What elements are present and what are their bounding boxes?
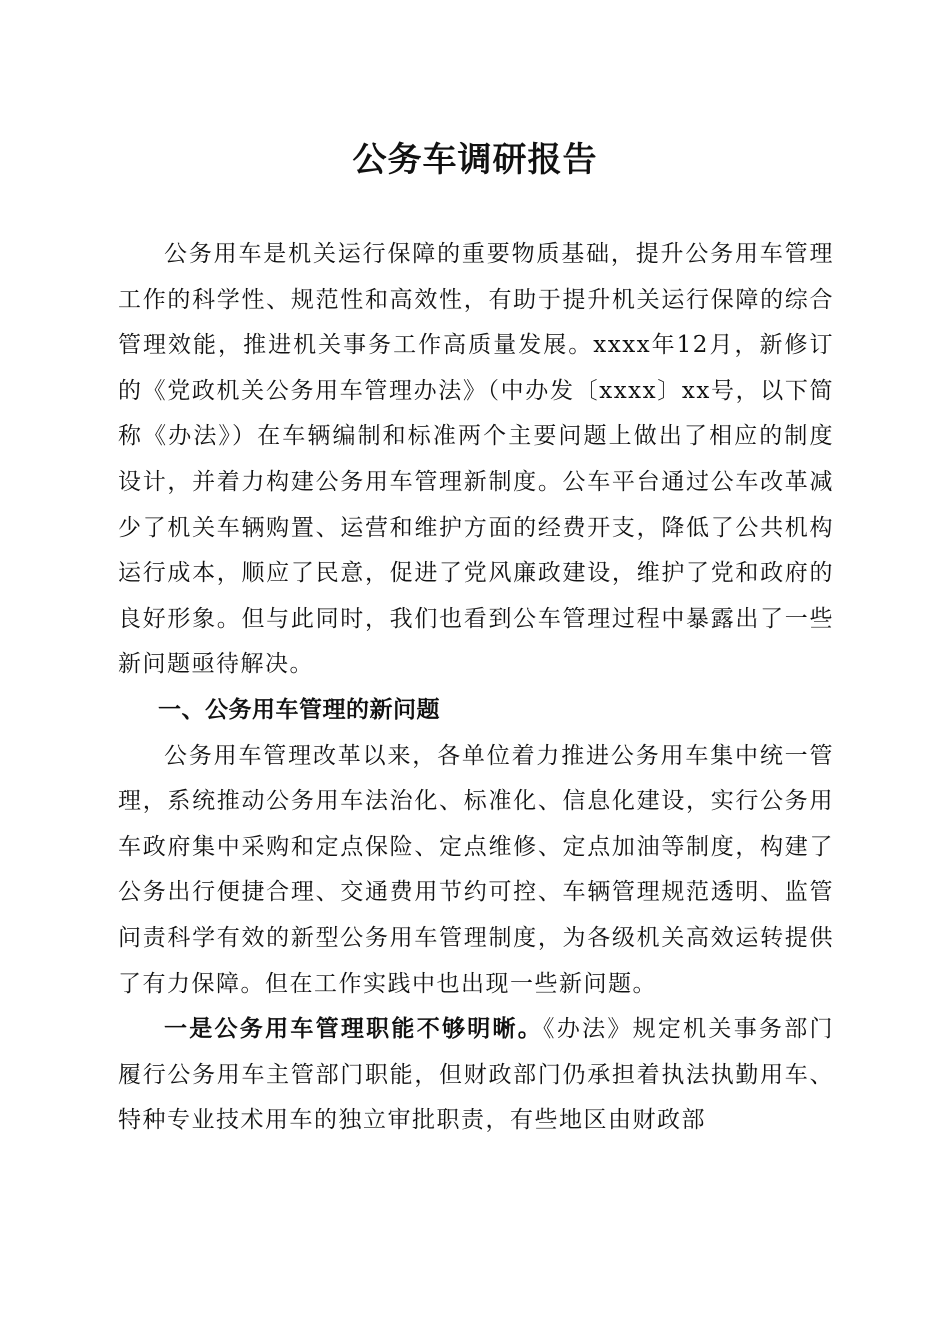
point-1-body: 《办法》规定机关事务部门履行公务用车主管部门职能，但财政部门仍承担着执法执勤用车、特种专业技术用车的独立审批职责，有些地区由财政部 <box>118 1016 835 1134</box>
intro-paragraph: 公务用车是机关运行保障的重要物质基础，提升公务用车管理工作的科学性、规范性和高效性，有助于提升机关运行保障的综合管理效能，推进机关事务工作高质量发展。xxxx年12月，新修订的《党政机关公务用车管理办法》（中办发〔xxxx〕xx号，以下简称《办法》）在车辆编制和标准两个主要问题上做出了相应的制度设计，并着力构建公务用车管理新制度。公车平台通过公车改革减少了机关车辆购置、运营和维护方面的经费开支，降低了公共机构运行成本，顺应了民意，促进了党风廉政建设，维护了党和政府的良好形象。但与此同时，我们也看到公车管理过程中暴露出了一些新问题亟待解决。 <box>118 241 834 678</box>
point-1-lead: 一是公务用车管理职能不够明晰。 <box>164 1016 544 1043</box>
section-heading-1: 一、公务用车管理的新问题 <box>158 696 440 723</box>
document-body <box>118 232 834 1144</box>
document-title: 公务车调研报告 <box>352 140 598 180</box>
section-1-paragraph: 公务用车管理改革以来，各单位着力推进公务用车集中统一管理，系统推动公务用车法治化、标准化、信息化建设，实行公务用车政府集中采购和定点保险、定点维修、定点加油等制度，构建了公务出行便捷合理、交通费用节约可控、车辆管理规范透明、监管问责科学有效的新型公务用车管理制度，为各级机关高效运转提供了有力保障。但在工作实践中也出现一些新问题。 <box>118 742 834 997</box>
point-1-paragraph <box>118 1007 834 1144</box>
